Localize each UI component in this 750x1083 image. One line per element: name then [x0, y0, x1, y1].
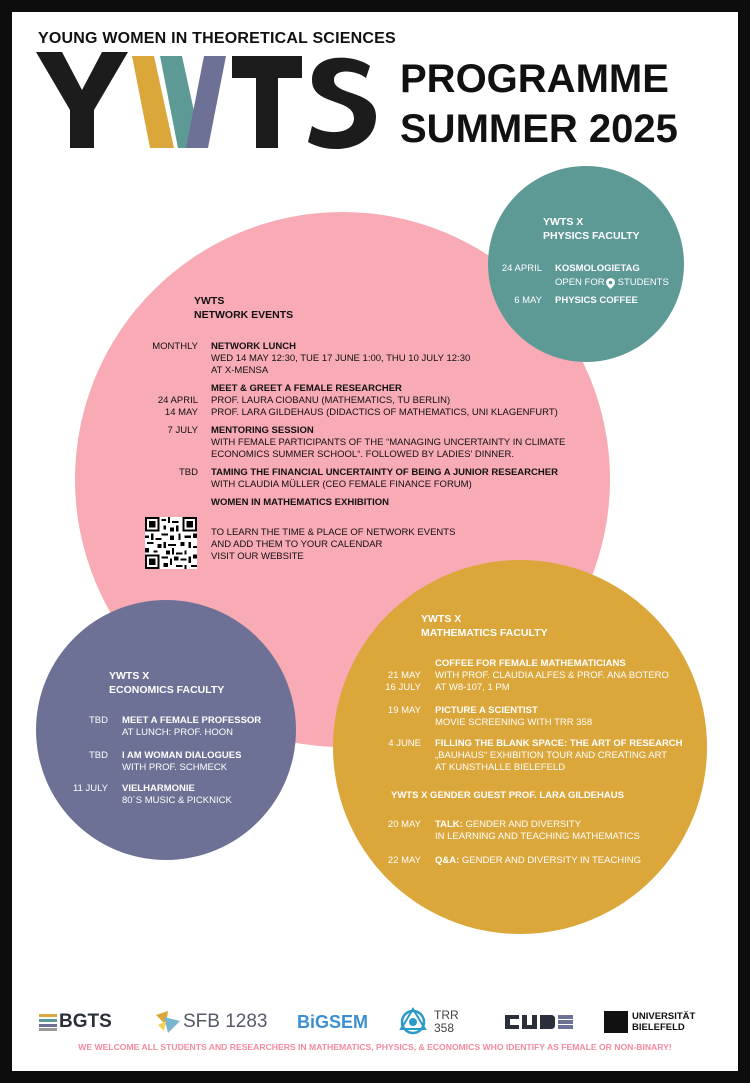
mathematics-event — [435, 705, 592, 729]
trr-text: TRR — [434, 1008, 459, 1022]
guest-event-text: GENDER AND DIVERSITY — [465, 819, 582, 830]
physics-event-detail-pre: OPEN FOR — [555, 277, 605, 288]
mathematics-event-date-line: 16 JULY — [385, 682, 421, 693]
sfb-shape-icon — [156, 1011, 180, 1033]
mathematics-event-line: AT KUNSTHALLE BIELEFELD — [435, 762, 566, 773]
physics-event-title: PHYSICS COFFEE — [555, 295, 638, 306]
physics-event-title: KOSMOLOGIETAG — [555, 263, 640, 274]
qr-instruction-line: TO LEARN THE TIME & PLACE OF NETWORK EVENTS — [211, 527, 456, 538]
economics-event-detail: 80´S MUSIC & PICKNICK — [122, 795, 232, 806]
physics-event-detail — [555, 277, 669, 289]
mathematics-event-title: PICTURE A SCIENTIST — [435, 705, 538, 716]
mathematics-event-title: FILLING THE BLANK SPACE: THE ART OF RESEARCH — [435, 738, 683, 749]
mathematics-event-line: „BAUHAUS“ EXHIBITION TOUR AND CREATING ART — [435, 750, 668, 761]
mathematics-event-date: 19 MAY — [387, 705, 421, 716]
ywts-logo — [36, 52, 376, 150]
bgts-logo — [39, 1007, 112, 1037]
qr-code-icon[interactable] — [145, 517, 197, 569]
sfb-logo-text: SFB 1283 — [183, 1011, 268, 1032]
network-event — [211, 467, 558, 491]
qr-instruction-line: VISIT OUR WEBSITE — [211, 551, 304, 562]
network-event-title: NETWORK LUNCH — [211, 341, 296, 352]
mathematics-event-date-line: 21 MAY — [387, 670, 421, 681]
mathematics-event-line: AT W8-107, 1 PM — [435, 682, 510, 693]
mathematics-title-line1: YWTS X — [421, 613, 462, 625]
economics-title-line1: YWTS X — [109, 670, 150, 682]
network-event-line: ECONOMICS SUMMER SCHOOL“. FOLLOWED BY LADIES’ DINNER. — [211, 449, 514, 460]
economics-event-date: TBD — [89, 715, 108, 726]
mathematics-event — [435, 658, 669, 694]
map-pin-icon — [606, 278, 615, 289]
network-event-line: AT X-MENSA — [211, 365, 269, 376]
trr-badge-icon — [397, 1007, 431, 1037]
network-event-title: MEET & GREET A FEMALE RESEARCHER — [211, 383, 402, 394]
physics-event-detail-post: STUDENTS — [617, 277, 669, 288]
network-event-date-line: 24 APRIL — [157, 395, 198, 406]
economics-title-line2: ECONOMICS FACULTY — [109, 684, 225, 696]
mathematics-title — [421, 612, 548, 640]
network-event-line: WITH CLAUDIA MÜLLER (CEO FEMALE FINANCE FORUM) — [211, 479, 472, 490]
bigsem-logo-text: BiGSEM — [297, 1011, 369, 1032]
network-event — [211, 425, 565, 461]
network-title-line1: YWTS — [194, 295, 225, 307]
trr-number: 358 — [434, 1021, 455, 1035]
uni-bielefeld-logo-text — [632, 1011, 695, 1033]
network-event-title: TAMING THE FINANCIAL UNCERTAINTY OF BEING A JUNIOR RESEARCHER — [211, 467, 558, 478]
network-event — [211, 383, 558, 419]
programme-title-line1: PROGRAMME — [400, 57, 669, 101]
economics-event-detail: WITH PROF. SCHMECK — [122, 762, 228, 773]
network-event-date — [120, 395, 198, 419]
cude-logo — [505, 1007, 573, 1037]
network-event-date: MONTHLY — [152, 341, 198, 352]
economics-event-title: I AM WOMAN DIALOGUES — [122, 750, 242, 761]
guest-event-label: Q&A: — [435, 855, 460, 866]
mathematics-event-date: 4 JUNE — [388, 738, 421, 749]
uni-bielefeld-logo — [604, 1007, 695, 1037]
programme-title-line2: SUMMER 2025 — [400, 107, 678, 151]
programme-title — [400, 54, 678, 154]
network-event-line: WITH FEMALE PARTICIPANTS OF THE “MANAGING UNCERTAINTY IN CLIMATE — [211, 437, 566, 448]
physics-event-date: 24 APRIL — [501, 263, 542, 274]
economics-event — [122, 715, 261, 739]
organization-name: YOUNG WOMEN IN THEORETICAL SCIENCES — [38, 30, 396, 47]
bgts-stripes-icon — [39, 1013, 57, 1031]
uni-text-line2: BIELEFELD — [632, 1022, 685, 1033]
bigsem-logo — [297, 1007, 368, 1037]
sfb-logo — [156, 1007, 268, 1037]
bgts-logo-text: BGTS — [59, 1011, 112, 1032]
mathematics-event-title: COFFEE FOR FEMALE MATHEMATICIANS — [435, 658, 626, 669]
mathematics-event-line: MOVIE SCREENING WITH TRR 358 — [435, 717, 593, 728]
economics-event — [122, 783, 232, 807]
guest-event — [435, 819, 640, 843]
physics-title-line2: PHYSICS FACULTY — [543, 230, 640, 242]
guest-event — [435, 855, 641, 867]
physics-event-date: 6 MAY — [514, 295, 542, 306]
economics-event — [122, 750, 241, 774]
economics-event-title: MEET A FEMALE PROFESSOR — [122, 715, 262, 726]
trr358-logo — [397, 1007, 459, 1037]
guest-event-text: GENDER AND DIVERSITY IN TEACHING — [461, 855, 642, 866]
guest-event-label: TALK: — [435, 819, 463, 830]
network-event-line: WED 14 MAY 12:30, TUE 17 JUNE 1:00, THU 10 JULY 12:30 — [211, 353, 471, 364]
network-event-title: MENTORING SESSION — [211, 425, 314, 436]
economics-title — [109, 669, 224, 697]
cude-logo-mark — [505, 1013, 573, 1031]
qr-instructions — [211, 527, 455, 563]
welcome-message: WE WELCOME ALL STUDENTS AND RESEARCHERS IN MATHEMATICS, PHYSICS, & ECONOMICS WHO IDENTIFY AS FEMALE OR NON-BINARY! — [78, 1042, 672, 1052]
network-event-date-line: 14 MAY — [164, 407, 198, 418]
economics-event-date: TBD — [89, 750, 108, 761]
mathematics-title-line2: MATHEMATICS FACULTY — [421, 627, 548, 639]
network-event — [211, 341, 470, 377]
economics-event-detail: AT LUNCH: PROF. HOON — [122, 727, 234, 738]
mathematics-event-date — [366, 670, 421, 694]
uni-bielefeld-mark-icon — [604, 1011, 628, 1033]
mathematics-event-line: WITH PROF. CLAUDIA ALFES & PROF. ANA BOTERO — [435, 670, 669, 681]
physics-title — [543, 215, 640, 243]
network-event-title: WOMEN IN MATHEMATICS EXHIBITION — [211, 497, 390, 508]
qr-instruction-line: AND ADD THEM TO YOUR CALENDAR — [211, 539, 383, 550]
network-title — [194, 294, 293, 322]
economics-event-title: VIELHARMONIE — [122, 783, 195, 794]
network-event-line: PROF. LAURA CIOBANU (MATHEMATICS, TU BERLIN) — [211, 395, 451, 406]
guest-event-date: 20 MAY — [387, 819, 421, 830]
economics-event-date: 11 JULY — [72, 783, 108, 794]
gender-guest-title: YWTS X GENDER GUEST PROF. LARA GILDEHAUS — [391, 790, 624, 801]
network-event-line: PROF. LARA GILDEHAUS (DIDACTICS OF MATHEMATICS, UNI KLAGENFURT) — [211, 407, 558, 418]
trr358-logo-text — [434, 1009, 459, 1035]
mathematics-event — [435, 738, 683, 774]
network-title-line2: NETWORK EVENTS — [194, 309, 294, 321]
network-event-date: 7 JULY — [167, 425, 198, 436]
uni-text-line1: UNIVERSITÄT — [632, 1011, 696, 1022]
physics-title-line1: YWTS X — [543, 216, 584, 228]
network-event-date: TBD — [179, 467, 198, 478]
guest-event-line: IN LEARNING AND TEACHING MATHEMATICS — [435, 831, 640, 842]
guest-event-date: 22 MAY — [387, 855, 421, 866]
